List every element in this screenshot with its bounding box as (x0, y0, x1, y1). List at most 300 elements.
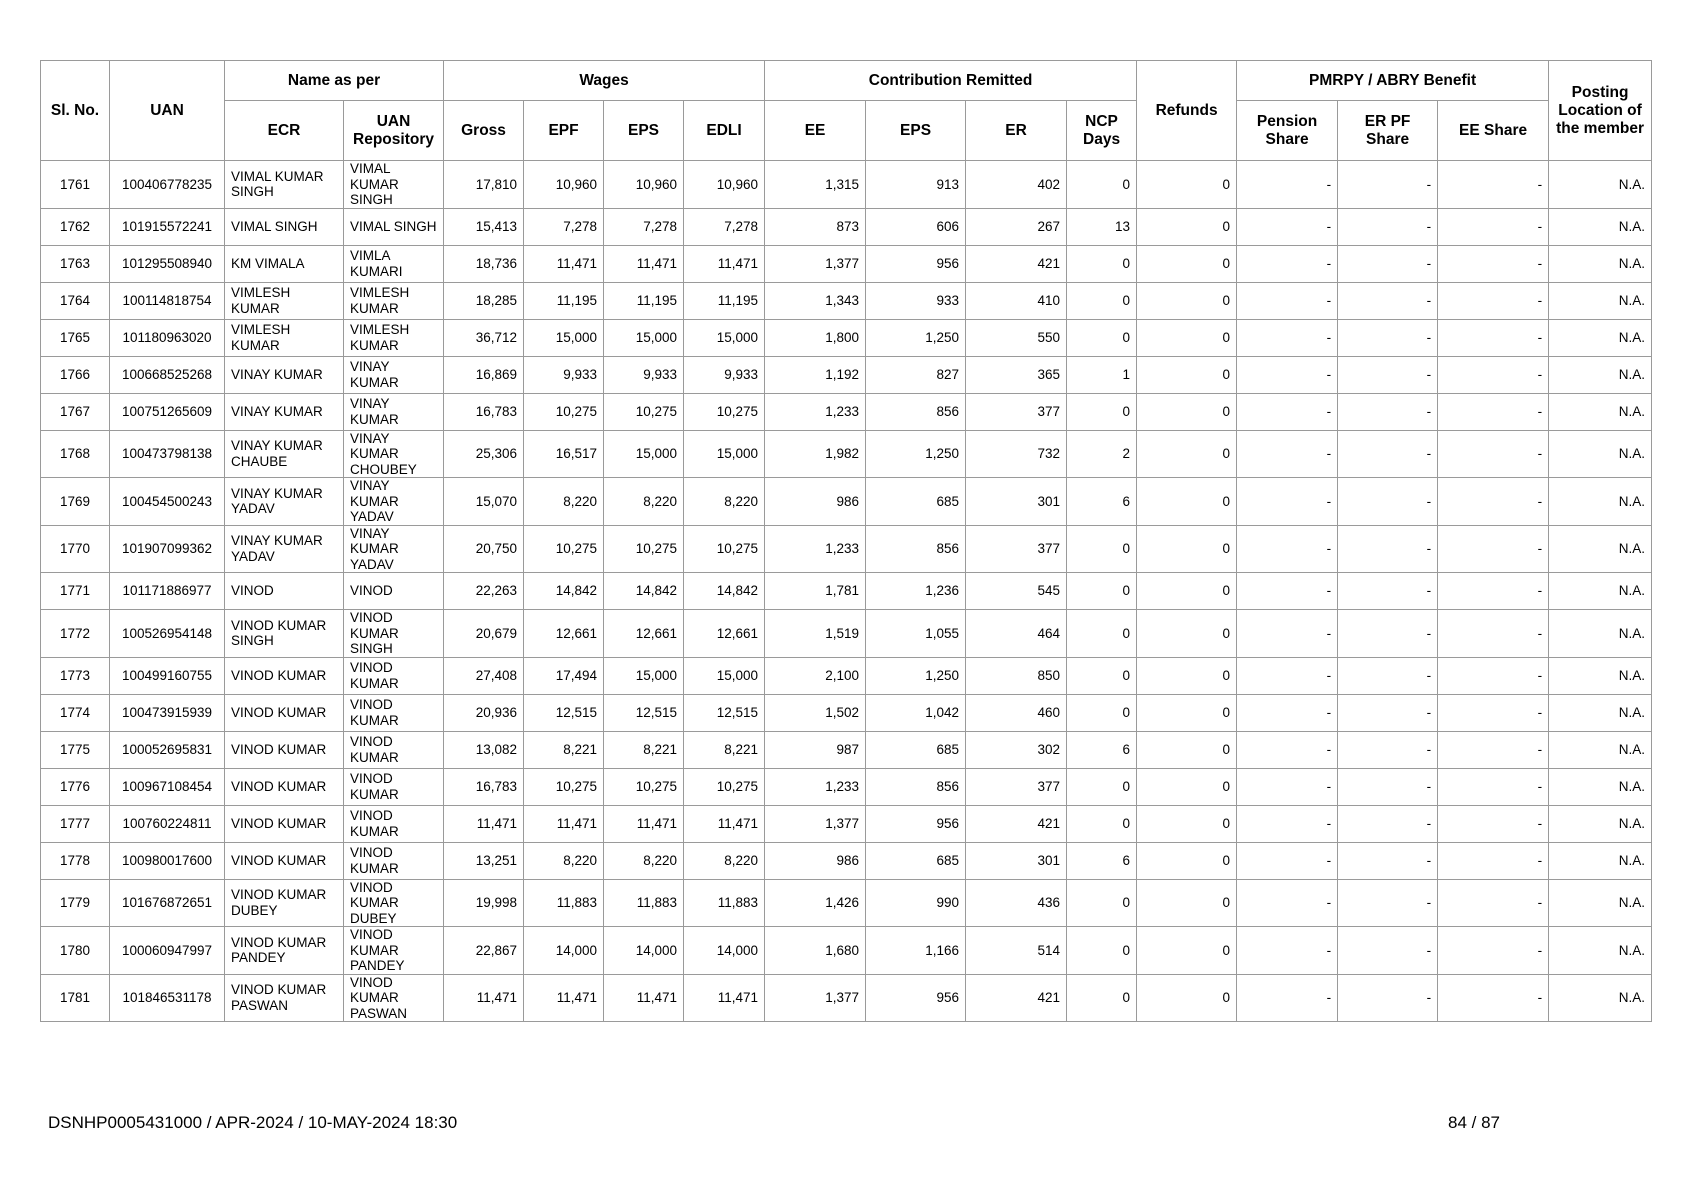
cell-edli: 10,275 (684, 525, 765, 573)
cell-eps: 12,515 (604, 694, 684, 731)
cell-uan-repository-name: VINOD KUMAR (344, 805, 444, 842)
table-row (41, 610, 1652, 658)
table-row (41, 694, 1652, 731)
cell-ecr-name: VIMAL SINGH (225, 208, 344, 245)
cell-uan-repository-name: VINAY KUMAR CHOUBEY (344, 430, 444, 478)
cell-uan-repository-name: VINOD KUMAR (344, 768, 444, 805)
cell-gross: 15,070 (444, 478, 524, 526)
cell-gross: 36,712 (444, 319, 524, 356)
cell-uan: 100526954148 (110, 610, 225, 658)
cell-posting-location: N.A. (1549, 430, 1652, 478)
col-refunds: Refunds (1137, 61, 1237, 161)
cell-er: 421 (966, 245, 1067, 282)
cell-posting-location: N.A. (1549, 161, 1652, 209)
cell-epf: 16,517 (524, 430, 604, 478)
cell-ecr-name: VINOD KUMAR (225, 657, 344, 694)
cell-ee-share: - (1438, 657, 1549, 694)
cell-eps: 15,000 (604, 657, 684, 694)
col-sl-no: Sl. No. (41, 61, 110, 161)
table-body (41, 161, 1652, 1022)
cell-epf: 8,221 (524, 731, 604, 768)
cell-uan-repository-name: VINAY KUMAR YADAV (344, 478, 444, 526)
col-group-pmrpy: PMRPY / ABRY Benefit (1237, 61, 1549, 101)
cell-uan: 100967108454 (110, 768, 225, 805)
cell-pension-share: - (1237, 356, 1338, 393)
cell-uan-repository-name: VIMLA KUMARI (344, 245, 444, 282)
cell-ee: 873 (765, 208, 866, 245)
cell-er-pf-share: - (1338, 161, 1438, 209)
cell-uan-repository-name: VIMLESH KUMAR (344, 282, 444, 319)
cell-uan-repository-name: VINOD (344, 573, 444, 610)
cell-posting-location: N.A. (1549, 974, 1652, 1022)
cell-ecr-name: VINOD KUMAR (225, 842, 344, 879)
cell-uan: 101846531178 (110, 974, 225, 1022)
cell-posting-location: N.A. (1549, 208, 1652, 245)
cell-refunds: 0 (1137, 430, 1237, 478)
col-contribution-eps: EPS (866, 101, 966, 161)
cell-epf: 14,000 (524, 927, 604, 975)
cell-er: 421 (966, 805, 1067, 842)
cell-sl-no: 1765 (41, 319, 110, 356)
col-epf: EPF (524, 101, 604, 161)
cell-gross: 13,082 (444, 731, 524, 768)
cell-uan: 100751265609 (110, 393, 225, 430)
cell-uan: 101676872651 (110, 879, 225, 927)
cell-pension-share: - (1237, 805, 1338, 842)
cell-contribution-eps: 685 (866, 842, 966, 879)
cell-sl-no: 1779 (41, 879, 110, 927)
cell-uan-repository-name: VINAY KUMAR (344, 356, 444, 393)
cell-contribution-eps: 956 (866, 245, 966, 282)
cell-sl-no: 1763 (41, 245, 110, 282)
cell-refunds: 0 (1137, 319, 1237, 356)
cell-uan-repository-name: VINOD KUMAR PANDEY (344, 927, 444, 975)
cell-epf: 12,515 (524, 694, 604, 731)
cell-ee: 1,800 (765, 319, 866, 356)
cell-posting-location: N.A. (1549, 393, 1652, 430)
cell-ecr-name: VINAY KUMAR YADAV (225, 525, 344, 573)
cell-contribution-eps: 1,042 (866, 694, 966, 731)
cell-posting-location: N.A. (1549, 768, 1652, 805)
cell-ncp-days: 0 (1067, 768, 1137, 805)
cell-edli: 11,471 (684, 974, 765, 1022)
cell-refunds: 0 (1137, 245, 1237, 282)
cell-uan-repository-name: VINOD KUMAR DUBEY (344, 879, 444, 927)
col-group-contribution: Contribution Remitted (765, 61, 1137, 101)
table-row (41, 319, 1652, 356)
cell-refunds: 0 (1137, 478, 1237, 526)
cell-gross: 22,263 (444, 573, 524, 610)
cell-gross: 17,810 (444, 161, 524, 209)
cell-ee: 986 (765, 842, 866, 879)
cell-ncp-days: 0 (1067, 694, 1137, 731)
cell-ecr-name: VINAY KUMAR (225, 393, 344, 430)
cell-eps: 8,220 (604, 478, 684, 526)
cell-sl-no: 1761 (41, 161, 110, 209)
cell-er: 377 (966, 768, 1067, 805)
cell-epf: 8,220 (524, 842, 604, 879)
cell-ncp-days: 6 (1067, 842, 1137, 879)
cell-edli: 10,960 (684, 161, 765, 209)
cell-contribution-eps: 956 (866, 805, 966, 842)
cell-gross: 20,750 (444, 525, 524, 573)
cell-pension-share: - (1237, 282, 1338, 319)
cell-gross: 16,783 (444, 768, 524, 805)
cell-uan: 101171886977 (110, 573, 225, 610)
cell-ee-share: - (1438, 282, 1549, 319)
cell-er: 436 (966, 879, 1067, 927)
cell-sl-no: 1780 (41, 927, 110, 975)
cell-epf: 10,960 (524, 161, 604, 209)
cell-uan-repository-name: VINAY KUMAR YADAV (344, 525, 444, 573)
cell-epf: 11,471 (524, 805, 604, 842)
cell-er: 365 (966, 356, 1067, 393)
cell-refunds: 0 (1137, 657, 1237, 694)
cell-refunds: 0 (1137, 356, 1237, 393)
cell-refunds: 0 (1137, 282, 1237, 319)
cell-er: 377 (966, 393, 1067, 430)
cell-ecr-name: VINAY KUMAR YADAV (225, 478, 344, 526)
cell-ee-share: - (1438, 694, 1549, 731)
cell-uan: 100499160755 (110, 657, 225, 694)
cell-ee-share: - (1438, 573, 1549, 610)
cell-er-pf-share: - (1338, 245, 1438, 282)
cell-epf: 7,278 (524, 208, 604, 245)
cell-contribution-eps: 685 (866, 731, 966, 768)
cell-ee-share: - (1438, 356, 1549, 393)
cell-ecr-name: VINOD KUMAR (225, 768, 344, 805)
cell-gross: 11,471 (444, 974, 524, 1022)
cell-sl-no: 1766 (41, 356, 110, 393)
header-row-sub (41, 101, 1652, 161)
cell-posting-location: N.A. (1549, 610, 1652, 658)
cell-ee: 1,233 (765, 525, 866, 573)
cell-posting-location: N.A. (1549, 282, 1652, 319)
cell-pension-share: - (1237, 879, 1338, 927)
cell-er: 514 (966, 927, 1067, 975)
cell-epf: 11,195 (524, 282, 604, 319)
cell-contribution-eps: 606 (866, 208, 966, 245)
cell-sl-no: 1775 (41, 731, 110, 768)
cell-uan-repository-name: VINOD KUMAR (344, 657, 444, 694)
cell-er-pf-share: - (1338, 927, 1438, 975)
cell-gross: 19,998 (444, 879, 524, 927)
cell-epf: 10,275 (524, 525, 604, 573)
col-uan: UAN (110, 61, 225, 161)
cell-contribution-eps: 1,250 (866, 657, 966, 694)
cell-edli: 12,515 (684, 694, 765, 731)
cell-uan-repository-name: VIMAL SINGH (344, 208, 444, 245)
cell-ee-share: - (1438, 879, 1549, 927)
cell-er: 464 (966, 610, 1067, 658)
cell-edli: 11,471 (684, 805, 765, 842)
cell-sl-no: 1776 (41, 768, 110, 805)
cell-ecr-name: VINOD KUMAR DUBEY (225, 879, 344, 927)
cell-edli: 7,278 (684, 208, 765, 245)
cell-edli: 15,000 (684, 430, 765, 478)
cell-pension-share: - (1237, 525, 1338, 573)
cell-edli: 15,000 (684, 657, 765, 694)
cell-gross: 25,306 (444, 430, 524, 478)
cell-ee-share: - (1438, 208, 1549, 245)
cell-ee-share: - (1438, 927, 1549, 975)
col-er-pf-share: ER PF Share (1338, 101, 1438, 161)
cell-sl-no: 1769 (41, 478, 110, 526)
ecr-table (40, 60, 1652, 1022)
cell-uan: 100760224811 (110, 805, 225, 842)
cell-uan: 100980017600 (110, 842, 225, 879)
cell-pension-share: - (1237, 319, 1338, 356)
cell-er-pf-share: - (1338, 731, 1438, 768)
cell-eps: 11,883 (604, 879, 684, 927)
cell-refunds: 0 (1137, 879, 1237, 927)
cell-ncp-days: 0 (1067, 319, 1137, 356)
cell-edli: 8,220 (684, 478, 765, 526)
cell-posting-location: N.A. (1549, 842, 1652, 879)
cell-pension-share: - (1237, 731, 1338, 768)
cell-er-pf-share: - (1338, 610, 1438, 658)
table-row (41, 430, 1652, 478)
cell-eps: 11,471 (604, 974, 684, 1022)
table-row (41, 208, 1652, 245)
cell-ncp-days: 0 (1067, 282, 1137, 319)
cell-edli: 14,000 (684, 927, 765, 975)
col-ecr: ECR (225, 101, 344, 161)
cell-eps: 15,000 (604, 319, 684, 356)
cell-epf: 14,842 (524, 573, 604, 610)
cell-sl-no: 1778 (41, 842, 110, 879)
table-row (41, 879, 1652, 927)
cell-sl-no: 1774 (41, 694, 110, 731)
cell-uan: 100406778235 (110, 161, 225, 209)
cell-ee: 1,233 (765, 768, 866, 805)
cell-contribution-eps: 856 (866, 525, 966, 573)
cell-ncp-days: 0 (1067, 161, 1137, 209)
cell-uan: 101915572241 (110, 208, 225, 245)
col-eps: EPS (604, 101, 684, 161)
cell-refunds: 0 (1137, 731, 1237, 768)
table-row (41, 282, 1652, 319)
table-header (41, 61, 1652, 161)
cell-ncp-days: 0 (1067, 927, 1137, 975)
cell-edli: 8,221 (684, 731, 765, 768)
cell-uan-repository-name: VINOD KUMAR (344, 842, 444, 879)
cell-ee-share: - (1438, 161, 1549, 209)
cell-uan: 100473798138 (110, 430, 225, 478)
cell-ecr-name: VINOD KUMAR PASWAN (225, 974, 344, 1022)
cell-ncp-days: 0 (1067, 245, 1137, 282)
cell-eps: 10,275 (604, 393, 684, 430)
cell-posting-location: N.A. (1549, 657, 1652, 694)
cell-pension-share: - (1237, 393, 1338, 430)
cell-eps: 11,471 (604, 245, 684, 282)
cell-sl-no: 1768 (41, 430, 110, 478)
table-row (41, 161, 1652, 209)
cell-gross: 20,679 (444, 610, 524, 658)
cell-uan-repository-name: VINOD KUMAR (344, 694, 444, 731)
cell-epf: 11,471 (524, 245, 604, 282)
document-reference: DSNHP0005431000 / APR-2024 / 10-MAY-2024 18:30 (48, 1113, 458, 1132)
cell-pension-share: - (1237, 478, 1338, 526)
cell-edli: 10,275 (684, 393, 765, 430)
table-row (41, 805, 1652, 842)
cell-pension-share: - (1237, 430, 1338, 478)
cell-epf: 17,494 (524, 657, 604, 694)
cell-ee: 1,982 (765, 430, 866, 478)
cell-ecr-name: VINAY KUMAR (225, 356, 344, 393)
cell-eps: 12,661 (604, 610, 684, 658)
cell-epf: 11,471 (524, 974, 604, 1022)
cell-ee-share: - (1438, 731, 1549, 768)
cell-refunds: 0 (1137, 768, 1237, 805)
cell-uan: 100668525268 (110, 356, 225, 393)
cell-uan: 101295508940 (110, 245, 225, 282)
cell-epf: 12,661 (524, 610, 604, 658)
cell-sl-no: 1771 (41, 573, 110, 610)
cell-pension-share: - (1237, 657, 1338, 694)
cell-er: 402 (966, 161, 1067, 209)
header-row-top (41, 61, 1652, 101)
cell-pension-share: - (1237, 694, 1338, 731)
cell-ecr-name: VIMLESH KUMAR (225, 319, 344, 356)
cell-refunds: 0 (1137, 161, 1237, 209)
cell-eps: 10,960 (604, 161, 684, 209)
cell-er-pf-share: - (1338, 805, 1438, 842)
cell-ee: 1,377 (765, 974, 866, 1022)
cell-er: 545 (966, 573, 1067, 610)
cell-epf: 15,000 (524, 319, 604, 356)
table-row (41, 245, 1652, 282)
cell-er: 732 (966, 430, 1067, 478)
cell-uan: 101180963020 (110, 319, 225, 356)
cell-ncp-days: 0 (1067, 974, 1137, 1022)
cell-ee: 1,343 (765, 282, 866, 319)
cell-ee-share: - (1438, 393, 1549, 430)
cell-sl-no: 1772 (41, 610, 110, 658)
cell-er: 850 (966, 657, 1067, 694)
cell-sl-no: 1767 (41, 393, 110, 430)
cell-uan-repository-name: VIMLESH KUMAR (344, 319, 444, 356)
cell-ncp-days: 6 (1067, 478, 1137, 526)
cell-contribution-eps: 1,236 (866, 573, 966, 610)
col-gross: Gross (444, 101, 524, 161)
cell-er-pf-share: - (1338, 573, 1438, 610)
cell-gross: 22,867 (444, 927, 524, 975)
cell-ecr-name: VINOD KUMAR (225, 731, 344, 768)
cell-ncp-days: 0 (1067, 610, 1137, 658)
cell-er-pf-share: - (1338, 319, 1438, 356)
table-row (41, 393, 1652, 430)
cell-epf: 11,883 (524, 879, 604, 927)
cell-eps: 11,471 (604, 805, 684, 842)
cell-edli: 14,842 (684, 573, 765, 610)
cell-ee: 2,100 (765, 657, 866, 694)
cell-edli: 15,000 (684, 319, 765, 356)
cell-uan-repository-name: VINOD KUMAR SINGH (344, 610, 444, 658)
cell-pension-share: - (1237, 208, 1338, 245)
col-posting: Posting Location of the member (1549, 61, 1652, 161)
cell-refunds: 0 (1137, 525, 1237, 573)
cell-eps: 8,221 (604, 731, 684, 768)
cell-pension-share: - (1237, 927, 1338, 975)
cell-ee-share: - (1438, 319, 1549, 356)
cell-epf: 10,275 (524, 768, 604, 805)
cell-ecr-name: VIMAL KUMAR SINGH (225, 161, 344, 209)
cell-ee-share: - (1438, 842, 1549, 879)
cell-gross: 11,471 (444, 805, 524, 842)
cell-contribution-eps: 856 (866, 768, 966, 805)
col-uan-repository: UAN Repository (344, 101, 444, 161)
col-pension-share: Pension Share (1237, 101, 1338, 161)
cell-er: 460 (966, 694, 1067, 731)
cell-ee-share: - (1438, 430, 1549, 478)
cell-ecr-name: VIMLESH KUMAR (225, 282, 344, 319)
cell-ee: 1,233 (765, 393, 866, 430)
cell-uan: 100473915939 (110, 694, 225, 731)
cell-eps: 11,195 (604, 282, 684, 319)
cell-edli: 11,195 (684, 282, 765, 319)
cell-contribution-eps: 1,166 (866, 927, 966, 975)
cell-er: 301 (966, 478, 1067, 526)
cell-contribution-eps: 1,250 (866, 319, 966, 356)
cell-eps: 10,275 (604, 525, 684, 573)
cell-uan: 100114818754 (110, 282, 225, 319)
cell-ee-share: - (1438, 525, 1549, 573)
cell-uan-repository-name: VINAY KUMAR (344, 393, 444, 430)
table-row (41, 927, 1652, 975)
table-row (41, 768, 1652, 805)
cell-refunds: 0 (1137, 573, 1237, 610)
cell-ee: 1,315 (765, 161, 866, 209)
cell-gross: 20,936 (444, 694, 524, 731)
col-group-wages: Wages (444, 61, 765, 101)
cell-ecr-name: VINOD KUMAR PANDEY (225, 927, 344, 975)
cell-uan: 100060947997 (110, 927, 225, 975)
cell-contribution-eps: 956 (866, 974, 966, 1022)
cell-edli: 9,933 (684, 356, 765, 393)
cell-ecr-name: VINOD KUMAR (225, 805, 344, 842)
cell-uan: 100454500243 (110, 478, 225, 526)
cell-refunds: 0 (1137, 694, 1237, 731)
cell-posting-location: N.A. (1549, 356, 1652, 393)
cell-uan: 100052695831 (110, 731, 225, 768)
cell-ecr-name: KM VIMALA (225, 245, 344, 282)
cell-pension-share: - (1237, 573, 1338, 610)
cell-contribution-eps: 913 (866, 161, 966, 209)
cell-ncp-days: 0 (1067, 805, 1137, 842)
cell-er: 421 (966, 974, 1067, 1022)
cell-er-pf-share: - (1338, 842, 1438, 879)
cell-posting-location: N.A. (1549, 245, 1652, 282)
cell-contribution-eps: 827 (866, 356, 966, 393)
cell-sl-no: 1762 (41, 208, 110, 245)
table-row (41, 525, 1652, 573)
cell-eps: 14,842 (604, 573, 684, 610)
cell-pension-share: - (1237, 610, 1338, 658)
cell-eps: 15,000 (604, 430, 684, 478)
cell-er: 377 (966, 525, 1067, 573)
cell-ncp-days: 13 (1067, 208, 1137, 245)
cell-eps: 10,275 (604, 768, 684, 805)
cell-er: 267 (966, 208, 1067, 245)
cell-ncp-days: 6 (1067, 731, 1137, 768)
cell-ecr-name: VINAY KUMAR CHAUBE (225, 430, 344, 478)
cell-epf: 10,275 (524, 393, 604, 430)
cell-gross: 13,251 (444, 842, 524, 879)
cell-uan-repository-name: VIMAL KUMAR SINGH (344, 161, 444, 209)
cell-gross: 16,869 (444, 356, 524, 393)
col-group-name-as-per: Name as per (225, 61, 444, 101)
